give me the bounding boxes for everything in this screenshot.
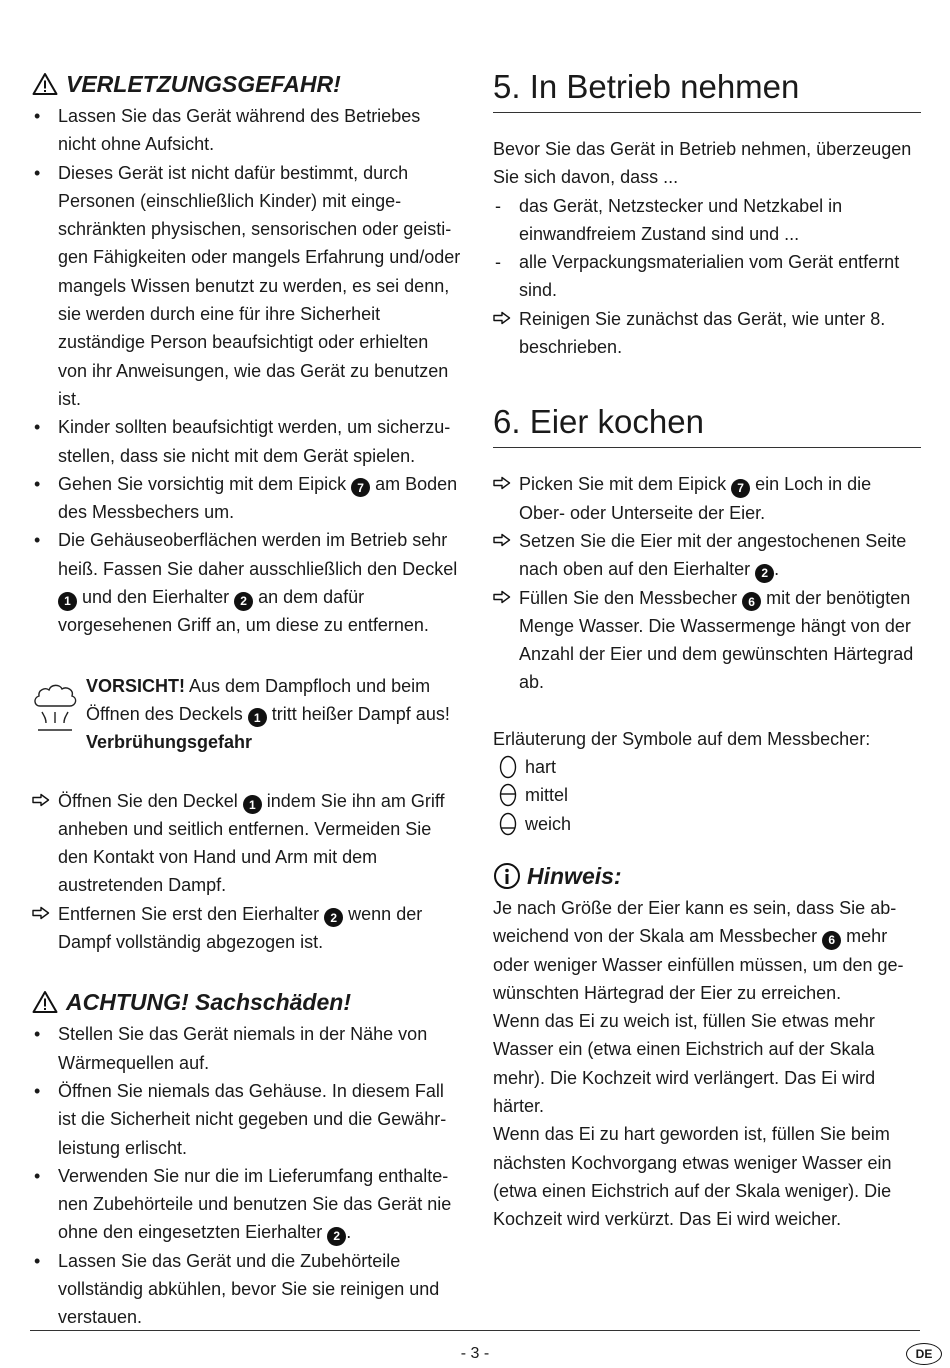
section-5-steps <box>493 305 921 362</box>
part-number-badge: 2 <box>234 592 253 611</box>
part-number-badge: 1 <box>243 795 262 814</box>
item-text: . <box>346 1222 352 1243</box>
hand-arrow-icon <box>493 476 511 490</box>
symbol-label: mittel <box>525 785 569 806</box>
list-item: • Öffnen Sie niemals das Gehäuse. In diesem Fall ist die Sicherheit nicht gegeben und die Gewährleistung erlischt. <box>32 1077 462 1162</box>
item-text: Füllen Sie den Messbecher <box>519 587 743 608</box>
damage-warning-title: ACHTUNG! Sachschäden! <box>66 989 351 1016</box>
part-number-badge: 2 <box>327 1227 346 1246</box>
part-number-badge: 7 <box>351 478 370 497</box>
hint-title: Hinweis: <box>527 862 622 889</box>
section-5-title: 5. In Betrieb nehmen <box>493 66 921 113</box>
instruction-steps <box>32 787 462 957</box>
steam-icon <box>32 676 78 734</box>
part-number-badge: 6 <box>742 592 761 611</box>
egg-icon <box>499 783 517 807</box>
hand-arrow-icon <box>32 906 50 920</box>
list-item <box>493 470 921 527</box>
right-column <box>493 66 921 1234</box>
list-item: • Stellen Sie das Gerät niemals in der Nähe von Wärmequellen auf. <box>32 1020 462 1077</box>
item-text: ein Loch in die Ober- oder Unterseite der Eier. <box>519 474 872 523</box>
item-text: Picken Sie mit dem Eipick <box>519 474 732 495</box>
caution-emphasis: Verbrühungsgefahr <box>86 732 253 753</box>
damage-warning-heading <box>32 984 462 1020</box>
list-item <box>32 900 462 957</box>
part-number-badge: 2 <box>324 908 343 927</box>
item-text: indem Sie ihn am Griff anheben und seitlich entfernen. Vermeiden Sie den Kontakt von Hand und Arm mit dem austretenden Dampf. <box>58 790 445 896</box>
injury-warning-heading <box>32 66 462 102</box>
injury-warning-list <box>32 102 462 640</box>
egg-icon <box>499 812 517 836</box>
item-text: . <box>774 559 780 580</box>
hand-arrow-icon <box>32 793 50 807</box>
item-text: am Boden des Messbechers um. <box>58 473 458 523</box>
part-number-badge: 7 <box>731 479 750 498</box>
list-item: • Dieses Gerät ist nicht dafür bestimmt, durch Personen (einschließlich Kinder) mit eingeschränkten physischen, sensorischen oder geistigen Fähigkeiten oder mangels Erfahrung und/oder mangels Wissen benutzt zu werden, es sei denn, sie werden durch eine für ihre Sicherheit zuständige Person beaufsichtigt oder erhielten von ihr Anweisungen, wie das Gerät zu benutzen ist. <box>32 159 462 414</box>
symbols-intro: Erläuterung der Symbole auf dem Messbecher: <box>493 728 871 749</box>
item-text: und den Eierhalter <box>77 587 235 608</box>
hint-heading <box>493 858 921 894</box>
injury-warning-title: VERLETZUNGSGEFAHR! <box>66 71 341 97</box>
caution-text: tritt heißer Dampf aus! <box>266 703 450 724</box>
section-6-title: 6. Eier kochen <box>493 401 921 448</box>
caution-text: Aus dem Dampfloch und beim Öffnen des Deckels <box>86 675 431 724</box>
language-badge: DE <box>906 1343 942 1365</box>
item-text: wenn der Dampf vollständig abgezogen ist. <box>58 903 423 953</box>
item-text: Reinigen Sie zunächst das Gerät, wie unter 8. beschrieben. <box>519 308 886 358</box>
list-item <box>493 527 921 584</box>
footer-divider <box>30 1330 920 1331</box>
part-number-badge: 2 <box>755 564 774 583</box>
hint-paragraph: Wenn das Ei zu weich ist, füllen Sie etwas mehr Wasser ein (etwa einen Eichstrich auf der Skala mehr). Die Kochzeit wird verlängert. Das Ei wird härter. <box>493 1011 876 1117</box>
section-5-intro: Bevor Sie das Gerät in Betrieb nehmen, überzeugen Sie sich davon, dass ... <box>493 139 912 188</box>
symbol-soft <box>493 810 921 838</box>
page-number: - 3 - <box>460 1345 490 1362</box>
egg-icon <box>499 755 517 779</box>
list-item <box>493 305 921 362</box>
item-text: Öffnen Sie den Deckel <box>58 790 243 811</box>
item-text: Gehen Sie vorsichtig mit dem Eipick <box>58 473 352 494</box>
item-text: Setzen Sie die Eier mit der angestochenen Seite nach oben auf den Eierhalter <box>519 530 907 580</box>
section-6-steps <box>493 470 921 696</box>
warning-triangle-icon <box>32 72 58 96</box>
caution-block <box>32 672 462 757</box>
symbol-label: weich <box>525 813 572 834</box>
list-item <box>32 1162 462 1247</box>
list-item: • Lassen Sie das Gerät und die Zubehörteile vollständig abkühlen, bevor Sie sie reinigen und verstauen. <box>32 1247 462 1332</box>
item-text: Verwenden Sie nur die im Lieferumfang enthaltenen Zubehörteile und benutzen Sie das Gerät nie ohne den eingesetzten Eierhalter <box>58 1165 452 1243</box>
info-circle-icon <box>493 862 521 890</box>
item-text: Die Gehäuseoberflächen werden im Betrieb sehr heiß. Fassen Sie daher ausschließlich den Deckel <box>58 530 458 579</box>
hand-arrow-icon <box>493 590 511 604</box>
symbol-medium <box>493 781 921 809</box>
list-item <box>32 787 462 900</box>
caution-label: VORSICHT! <box>86 675 185 696</box>
item-text: Entfernen Sie erst den Eierhalter <box>58 903 325 924</box>
hint-text: Je nach Größe der Eier kann es sein, dass Sie abweichend von der Skala am Messbecher <box>493 897 897 947</box>
hand-arrow-icon <box>493 311 511 325</box>
hand-arrow-icon <box>493 533 511 547</box>
list-item <box>32 470 462 527</box>
part-number-badge: 6 <box>822 931 841 950</box>
list-item <box>493 584 921 697</box>
damage-warning-list <box>32 1020 462 1331</box>
list-item: - das Gerät, Netzstecker und Netzkabel in einwandfreiem Zustand sind und ... <box>493 192 921 249</box>
warning-triangle-icon <box>32 990 58 1014</box>
part-number-badge: 1 <box>58 592 77 611</box>
list-item: • Lassen Sie das Gerät während des Betriebes nicht ohne Aufsicht. <box>32 102 462 159</box>
symbol-hard <box>493 753 921 781</box>
hint-paragraph <box>493 894 921 1007</box>
item-text: an dem dafür vorgesehenen Griff an, um diese zu entfernen. <box>58 587 429 636</box>
item-text: mit der benötigten Menge Wasser. Die Wassermenge hängt von der Anzahl der Eier und dem gewünschten Härtegrad ab. <box>519 587 914 693</box>
left-column <box>32 66 462 1332</box>
list-item <box>32 526 462 639</box>
part-number-badge: 1 <box>248 708 267 727</box>
hint-text: mehr oder weniger Wasser einfüllen müssen, um den gewünschten Härtegrad der Eier zu erreichen. <box>493 926 904 1003</box>
hint-paragraph: Wenn das Ei zu hart geworden ist, füllen Sie beim nächsten Kochvorgang etwas weniger Wasser ein (etwa einen Eichstrich auf der Skala weniger). Die Kochzeit wird verkürzt. Das Ei wird weicher. <box>493 1124 892 1230</box>
list-item: • Kinder sollten beaufsichtigt werden, um sicherzustellen, dass sie nicht mit dem Gerät spielen. <box>32 413 462 470</box>
symbol-label: hart <box>525 757 557 778</box>
precondition-list <box>493 192 921 305</box>
list-item: - alle Verpackungsmaterialien vom Gerät entfernt sind. <box>493 248 921 305</box>
